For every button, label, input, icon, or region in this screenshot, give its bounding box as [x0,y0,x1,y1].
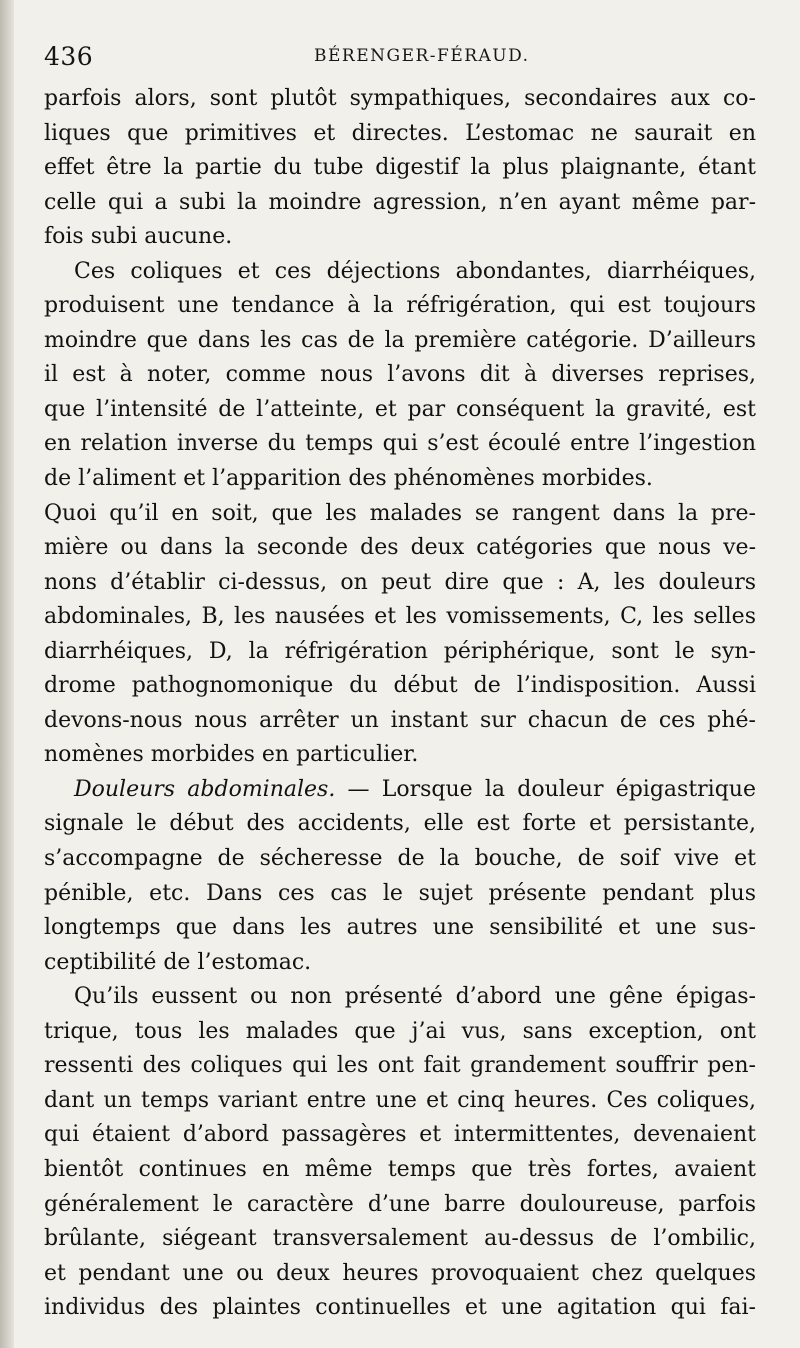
text-line: de l’aliment et l’apparition des phénomènes morbides. [44,466,653,492]
text-line: Ces coliques et ces déjections abondantes, diarrhéiques, [74,258,756,284]
page-gutter-shadow [0,0,14,1348]
text-line: ressenti des coliques qui les ont fait grandement souffrir pen- [44,1053,756,1079]
text-line: s’accompagne de sécheresse de la bouche, de soif vive et [44,846,756,872]
text-line: dant un temps variant entre une et cinq heures. Ces coliques, [44,1087,756,1113]
text-line: liques que primitives et directes. L’estomac ne saurait en [44,120,756,146]
text-line: trique, tous les malades que j’ai vus, sans exception, ont [44,1018,756,1044]
text-line: qui étaient d’abord passagères et intermittentes, devenaient [44,1122,756,1148]
text-line: effet être la partie du tube digestif la plus plaignante, étant [44,155,756,181]
section-line [44,773,756,808]
text-line: abdominales, B, les nausées et les vomissements, C, les selles [44,604,756,630]
text-line: brûlante, siégeant transversalement au-dessus de l’ombilic, [44,1226,756,1252]
section-heading: Douleurs abdominales. [74,776,336,802]
text-line: moindre que dans les cas de la première catégorie. D’ailleurs [44,327,756,353]
text-line: et pendant une ou deux heures provoquaient chez quelques [44,1260,756,1286]
text-line: que l’intensité de l’atteinte, et par conséquent la gravité, est [44,396,756,422]
text-line: Quoi qu’il en soit, que les malades se rangent dans la pre- [44,500,756,526]
text-line: ceptibilité de l’estomac. [44,949,312,975]
text-line: pénible, etc. Dans ces cas le sujet présente pendant plus [44,880,756,906]
text-line: il est à noter, comme nous l’avons dit à diverses reprises, [44,362,756,388]
text-line: celle qui a subi la moindre agression, n’en ayant même par- [44,189,756,215]
body-text [44,82,756,1326]
running-title: BÉRENGER-FÉRAUD. [314,46,530,66]
text-line: Qu’ils eussent ou non présenté d’abord une gêne épigas- [74,984,756,1010]
text-line: fois subi aucune. [44,224,233,250]
text-line: mière ou dans la seconde des deux catégories que nous ve- [44,535,756,561]
text-line: signale le début des accidents, elle est forte et persistante, [44,811,756,837]
running-head [44,38,772,78]
text-line: en relation inverse du temps qui s’est écoulé entre l’ingestion [44,431,756,457]
text-line: nons d’établir ci-dessus, on peut dire que : A, les douleurs [44,569,756,595]
section-line-text: — Lorsque la douleur épigastrique [335,776,756,802]
text-line: produisent une tendance à la réfrigération, qui est toujours [44,293,756,319]
text-line: généralement le caractère d’une barre douloureuse, parfois [44,1191,756,1217]
text-line: diarrhéiques, D, la réfrigération périphérique, sont le syn- [44,638,756,664]
text-line: devons-nous nous arrêter un instant sur chacun de ces phé- [44,707,756,733]
page-number: 436 [44,42,94,71]
text-line: drome pathognomonique du début de l’indisposition. Aussi [44,673,756,699]
text-line: parfois alors, sont plutôt sympathiques, secondaires aux co- [44,86,756,111]
text-line: nomènes morbides en particulier. [44,742,419,768]
text-line: bientôt continues en même temps que très fortes, avaient [44,1156,756,1182]
text-line: longtemps que dans les autres une sensibilité et une sus- [44,915,756,941]
text-line: individus des plaintes continuelles et une agitation qui fai- [44,1295,756,1321]
